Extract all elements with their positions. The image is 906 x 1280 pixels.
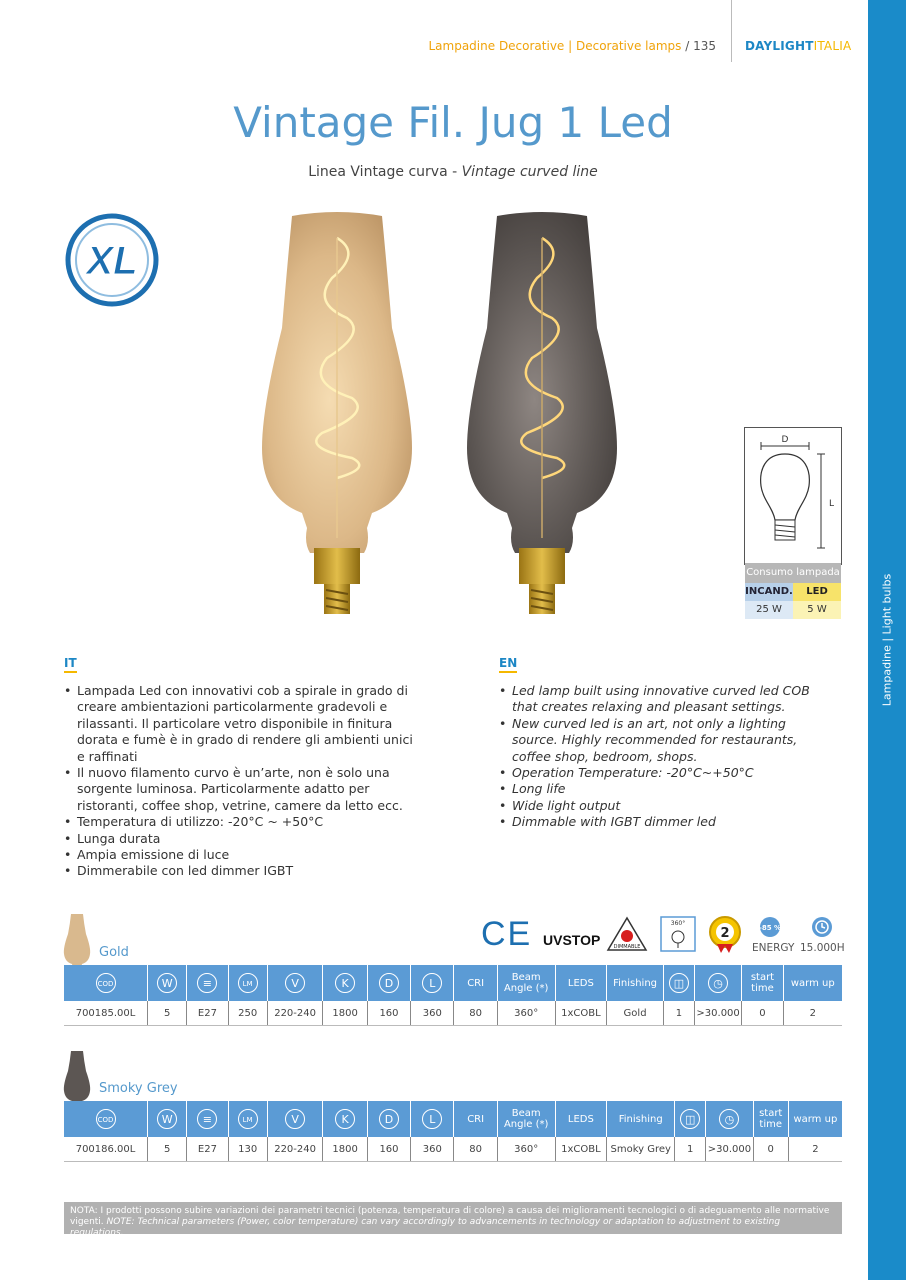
it-description	[64, 683, 424, 880]
svg-text:2: 2	[720, 926, 730, 941]
col-watt: W	[148, 1101, 187, 1137]
table-cell: 700186.00L	[64, 1137, 148, 1162]
list-item: • Lunga durata	[64, 831, 424, 847]
col-beam: Beam Angle (*)	[497, 1101, 555, 1137]
col-pack-icon: ◫	[675, 1101, 706, 1137]
col-kelvin: K	[323, 1101, 367, 1137]
col-cri: CRI	[454, 965, 497, 1001]
col-volt: V	[267, 1101, 323, 1137]
table-cell: 1xCOBL	[555, 1137, 607, 1162]
ce-mark-icon: CE	[481, 915, 533, 953]
col-volt: V	[267, 965, 323, 1001]
table-cell: 700185.00L	[64, 1001, 148, 1026]
incand-label: INCAND.	[745, 583, 793, 601]
en-heading: EN	[499, 652, 517, 671]
table-cell: 0	[753, 1137, 788, 1162]
table-cell: 2	[783, 1001, 842, 1026]
table-cell: 220-240	[267, 1137, 323, 1162]
table-cell: 160	[367, 1137, 410, 1162]
col-diameter: D	[367, 965, 410, 1001]
list-item: • New curved led is an art, not only a lighting source. Highly recommended for restaurants, coffee shop, bedroom, shops.	[499, 716, 829, 765]
svg-text:DIMMABLE: DIMMABLE	[613, 944, 641, 950]
list-item: • Lampada Led con innovativi cob a spirale in grado di creare ambientazioni particolarmente gradevoli e rilassanti. Il particolare vetro disponibile in finitura dorata e fumè è in grado di rendere gli ambienti unici e raffinati	[64, 683, 424, 765]
clock-icon	[811, 916, 833, 938]
uvstop-icon: UVSTOP	[543, 932, 601, 948]
table-cell: 130	[228, 1137, 267, 1162]
svg-text:360°: 360°	[670, 920, 686, 927]
col-leds: LEDS	[555, 965, 607, 1001]
list-item: • Operation Temperature: -20°C~+50°C	[499, 765, 829, 781]
variant-name-gold: Gold	[99, 945, 129, 960]
table-cell: 5	[148, 1137, 187, 1162]
table-cell: 360°	[497, 1137, 555, 1162]
smoky-grey-spec-table	[64, 1101, 842, 1162]
energy-icon	[759, 916, 781, 938]
table-cell: 360°	[497, 1001, 555, 1026]
table-cell: >30.000	[706, 1137, 753, 1162]
list-item: • Wide light output	[499, 798, 829, 814]
table-cell: 250	[228, 1001, 267, 1026]
col-lumen: LM	[228, 1101, 267, 1137]
table-cell: 360	[411, 1137, 454, 1162]
list-item: • Led lamp built using innovative curved led COB that creates relaxing and pleasant settings.	[499, 683, 829, 716]
col-code: COD	[64, 1101, 148, 1137]
table-cell: 5	[148, 1001, 187, 1026]
table-cell: Smoky Grey	[607, 1137, 675, 1162]
col-cri: CRI	[454, 1101, 497, 1137]
col-base-icon: ≡	[187, 965, 228, 1001]
dimension-drawing	[744, 427, 842, 565]
col-finishing: Finishing	[607, 965, 664, 1001]
svg-text:D: D	[781, 435, 789, 445]
page-title: Vintage Fil. Jug 1 Led	[233, 98, 673, 147]
svg-text:-85 %: -85 %	[759, 924, 781, 932]
xl-badge-icon	[64, 212, 160, 308]
list-item: • Long life	[499, 781, 829, 797]
table-cell: 160	[367, 1001, 410, 1026]
table-cell: 1	[663, 1001, 694, 1026]
table-cell: 80	[454, 1137, 497, 1162]
col-life-icon: ◷	[694, 965, 741, 1001]
table-cell: 360	[411, 1001, 454, 1026]
list-item: • Dimmable with IGBT dimmer led	[499, 814, 829, 830]
col-diameter: D	[367, 1101, 410, 1137]
table-cell: E27	[187, 1137, 228, 1162]
table-cell: 0	[742, 1001, 783, 1026]
lifetime-badge: 15.000H	[800, 916, 844, 954]
table-cell: 2	[788, 1137, 842, 1162]
col-start: start time	[753, 1101, 788, 1137]
col-watt: W	[148, 965, 187, 1001]
header-divider	[731, 0, 732, 62]
bulbs-image	[252, 208, 622, 628]
col-kelvin: K	[323, 965, 367, 1001]
list-item: • Temperatura di utilizzo: -20°C ~ +50°C	[64, 814, 424, 830]
page-subtitle: Linea Vintage curva - Vintage curved line	[308, 164, 598, 180]
en-description	[499, 683, 829, 831]
col-finishing: Finishing	[607, 1101, 675, 1137]
table-cell: E27	[187, 1001, 228, 1026]
svg-text:XL: XL	[86, 239, 138, 283]
smoky-grey-bulb	[467, 212, 617, 614]
consumption-table: Consumo lampada INCAND. LED 25 W 5 W	[745, 563, 841, 619]
col-start: start time	[742, 965, 783, 1001]
col-lumen: LM	[228, 965, 267, 1001]
col-leds: LEDS	[555, 1101, 607, 1137]
svg-text:L: L	[829, 499, 835, 509]
incand-value: 25 W	[745, 601, 793, 619]
list-item: • Ampia emissione di luce	[64, 847, 424, 863]
brand-logo: DAYLIGHTITALIA	[745, 39, 852, 53]
beam-angle-icon	[660, 916, 696, 952]
table-cell: 1	[675, 1137, 706, 1162]
table-row	[64, 1137, 842, 1162]
table-cell: 80	[454, 1001, 497, 1026]
led-label: LED	[793, 583, 841, 601]
gold-spec-table	[64, 965, 842, 1026]
table-cell: >30.000	[694, 1001, 741, 1026]
warranty-icon	[707, 914, 743, 954]
col-length: L	[411, 965, 454, 1001]
disclaimer-note: NOTA: I prodotti possono subire variazioni dei parametri tecnici (potenza, temperatura di colore) a causa dei miglioramenti tecnologici o di adeguamento alle normative vigenti. NOTE: Technical parameters (Power, color temperature) can vary accordingly to advancements in technology or adaptation to adjustment to existing regulations.	[64, 1202, 842, 1234]
side-label: Lampadine | Light bulbs	[880, 573, 894, 707]
led-value: 5 W	[793, 601, 841, 619]
col-length: L	[411, 1101, 454, 1137]
col-life-icon: ◷	[706, 1101, 753, 1137]
list-item: • Il nuovo filamento curvo è un’arte, non è solo una sorgente luminosa. Particolarmente adatto per ristoranti, coffee shop, vetrine, camere da letto ecc.	[64, 765, 424, 814]
col-base-icon: ≡	[187, 1101, 228, 1137]
col-warmup: warm up	[783, 965, 842, 1001]
gold-bulb	[262, 212, 412, 614]
table-row	[64, 1001, 842, 1026]
energy-badge: -85 % ENERGY	[752, 916, 788, 954]
col-warmup: warm up	[788, 1101, 842, 1137]
table-cell: Gold	[607, 1001, 664, 1026]
variant-name-smoky-grey: Smoky Grey	[99, 1081, 178, 1096]
list-item: • Dimmerabile con led dimmer IGBT	[64, 863, 424, 879]
breadcrumb: Lampadine Decorative | Decorative lamps / 135	[428, 39, 716, 53]
table-cell: 1800	[323, 1137, 367, 1162]
col-code: COD	[64, 965, 148, 1001]
col-pack-icon: ◫	[663, 965, 694, 1001]
table-cell: 1xCOBL	[555, 1001, 607, 1026]
page-number: 135	[693, 39, 716, 53]
table-cell: 220-240	[267, 1001, 323, 1026]
table-cell: 1800	[323, 1001, 367, 1026]
col-beam: Beam Angle (*)	[497, 965, 555, 1001]
dimmable-icon	[606, 916, 648, 954]
it-heading: IT	[64, 652, 77, 671]
